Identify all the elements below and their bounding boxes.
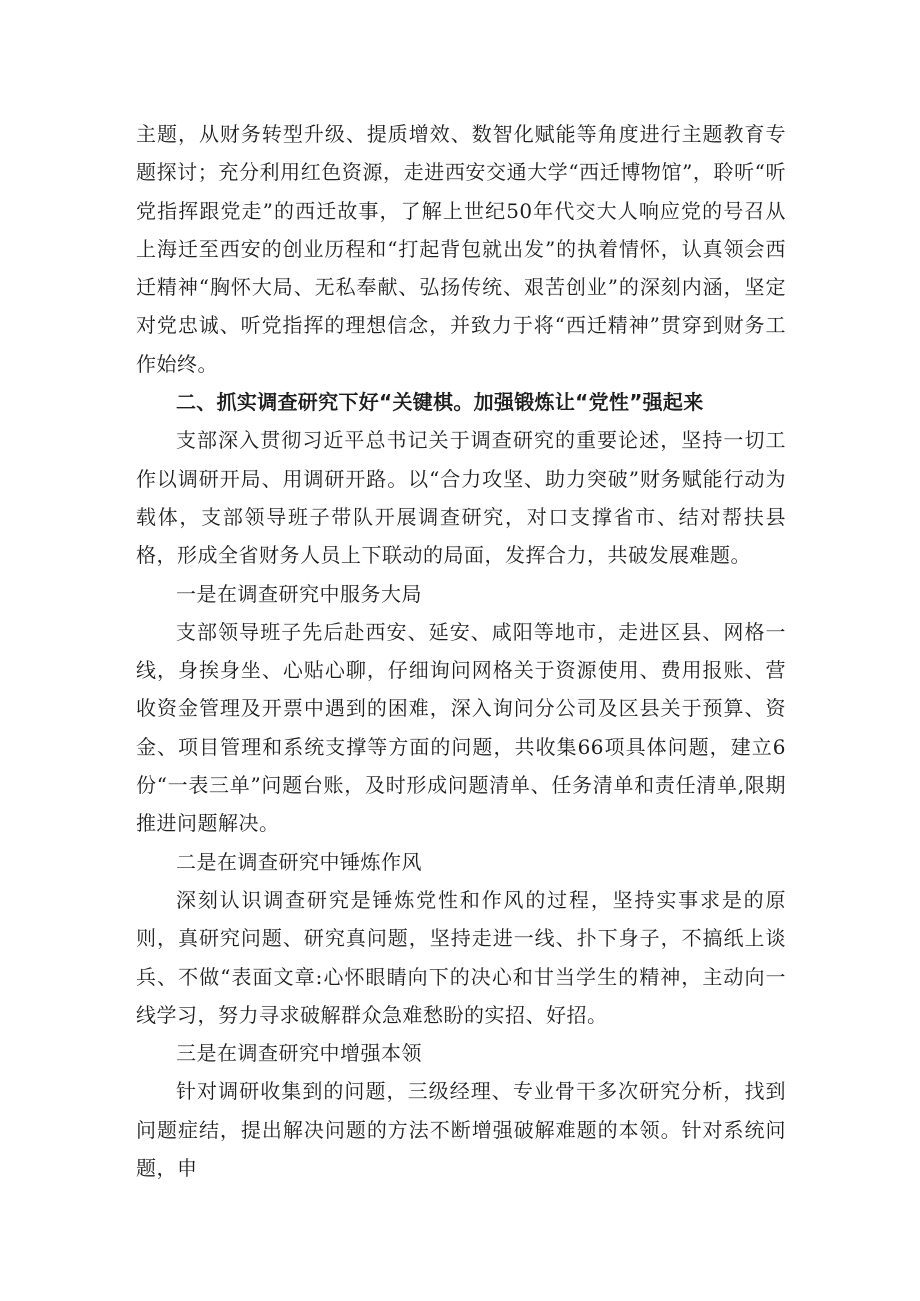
subheading-serve-overall: 一是在调查研究中服务大局 bbox=[176, 581, 422, 606]
paragraph-serve-overall: 支部领导班子先后赴西安、延安、咸阳等地市，走进区县、网格一线，身挨身坐、心贴心聊，仔细询问网格关于资源使用、费用报账、营收资金管理及开票中遇到的困难，深入询问分公司及区县关于预算、资金、项目管理和系统支撑等方面的问题，共收集66项具体问题，建立6份“一表三单”问题台账，及时形成问题清单、任务清单和责任清单,限期推进问题解决。 bbox=[136, 619, 786, 836]
subheading-temper-style: 二是在调查研究中锤炼作风 bbox=[176, 849, 422, 874]
paragraph-continued: 主题，从财务转型升级、提质增效、数智化赋能等角度进行主题教育专题探讨；充分利用红色资源，走进西安交通大学“西迁博物馆”，聆听“听党指挥跟党走”的西迁故事，了解上世纪50年代交大人响应党的号召从上海迁至西安的创业历程和“打起背包就出发”的执着情怀，认真领会西迁精神“胸怀大局、无私奉献、弘扬传统、艰苦创业”的深刻内涵，坚定对党忠诚、听党指挥的理想信念，并致力于将“西迁精神”贯穿到财务工作始终。 bbox=[136, 122, 786, 376]
paragraph-research-intro: 支部深入贯彻习近平总书记关于调查研究的重要论述，坚持一切工作以调研开局、用调研开路。以“合力攻坚、助力突破”财务赋能行动为载体，支部领导班子带队开展调查研究，对口支撑省市、结对帮扶县格，形成全省财务人员上下联动的局面，发挥合力，共破发展难题。 bbox=[136, 428, 786, 568]
paragraph-enhance-skills: 针对调研收集到的问题，三级经理、专业骨干多次研究分析，找到问题症结，提出解决问题的方法不断增强破解难题的本领。针对系统问题，申 bbox=[136, 1079, 786, 1181]
section-heading-2: 二、抓实调查研究下好“关键棋。加强锻炼让“党性”强起来 bbox=[176, 390, 704, 415]
subheading-enhance-skills: 三是在调查研究中增强本领 bbox=[176, 1041, 422, 1066]
document-body bbox=[136, 115, 786, 1187]
paragraph-temper-style: 深刻认识调查研究是锤炼党性和作风的过程，坚持实事求是的原则，真研究问题、研究真问题，坚持走进一线、扑下身子，不搞纸上谈兵、不做“表面文章:心怀眼睛向下的决心和甘当学生的精神，主动向一线学习，努力寻求破解群众急难愁盼的实招、好招。 bbox=[136, 887, 786, 1027]
